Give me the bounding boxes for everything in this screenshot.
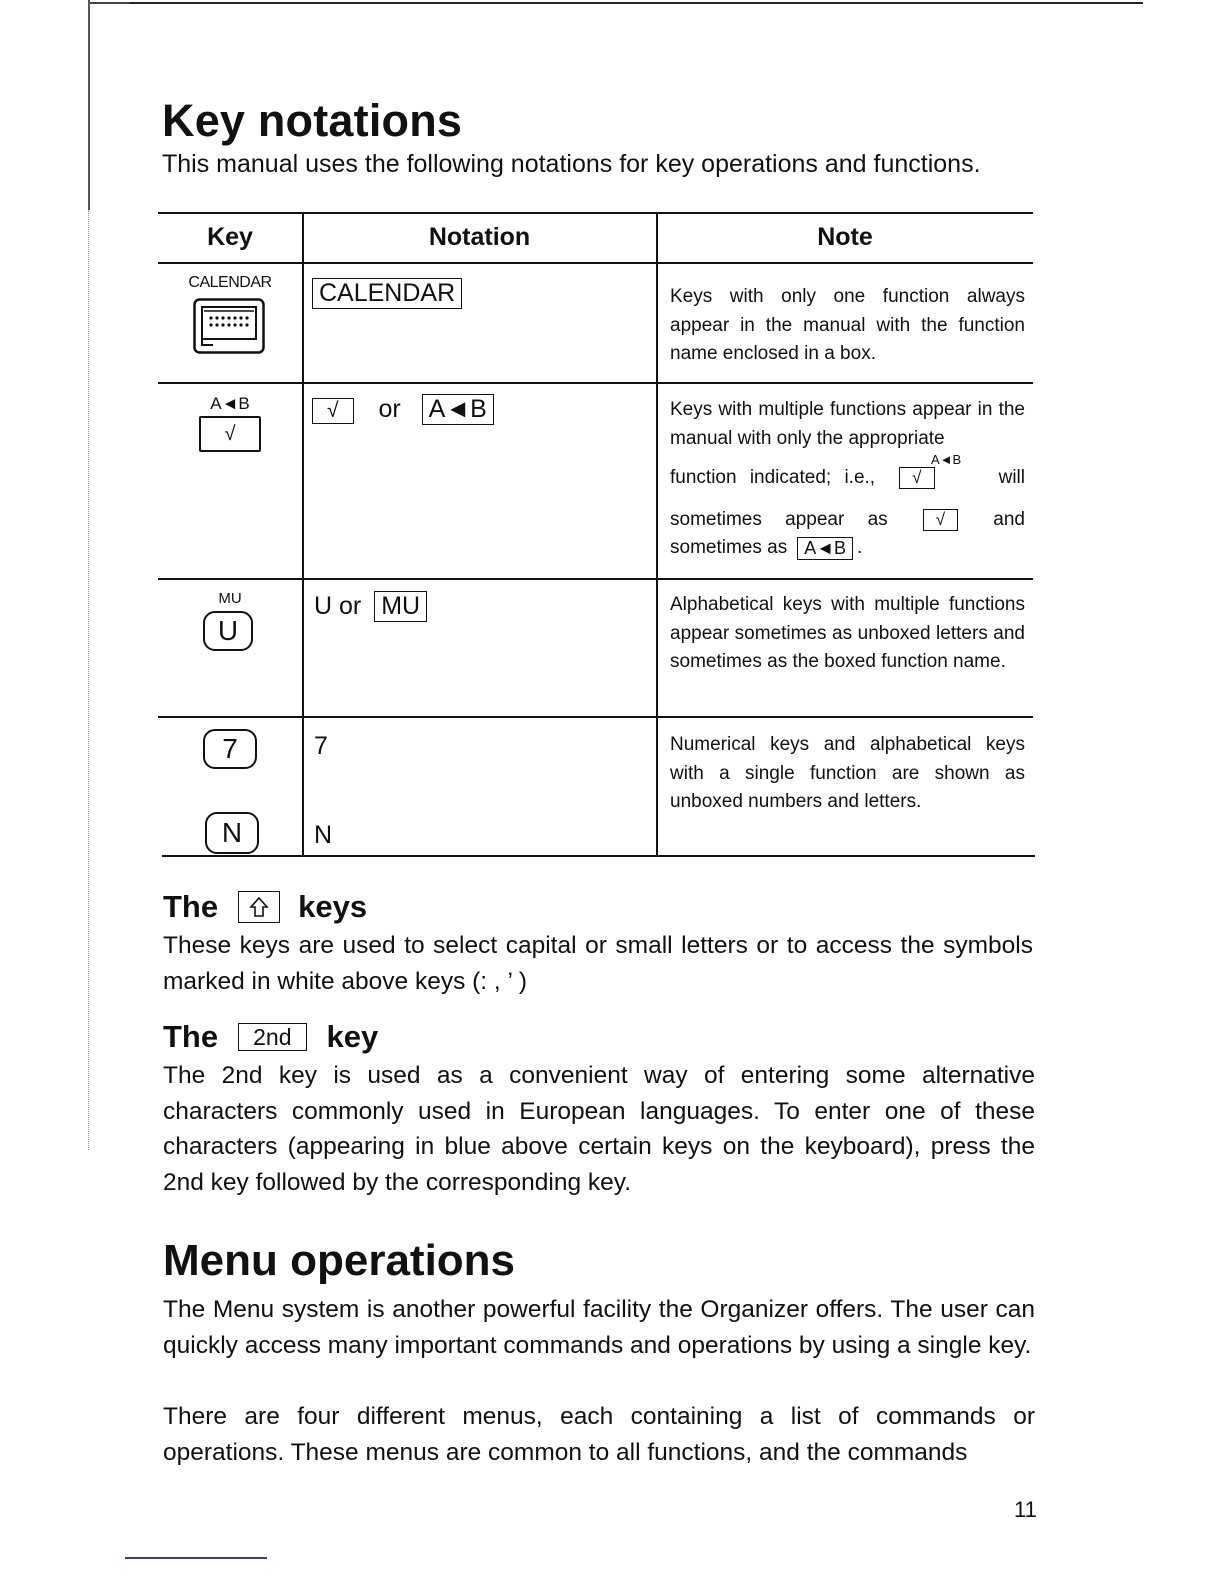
shift-keys-heading <box>163 889 367 925</box>
note-text: Keys with multiple functions appear in the manual with only the appropriate <box>670 399 1025 449</box>
note-superscript: A◄B <box>931 452 962 467</box>
header-notation: Notation <box>428 223 531 251</box>
table-col-rule <box>302 212 304 856</box>
heading-keys: keys <box>298 889 368 924</box>
note-fn-text: function indicated; i.e., <box>670 467 876 488</box>
seven-key-icon: 7 <box>203 729 257 769</box>
table-row-rule <box>158 716 1033 718</box>
notation-sqrt <box>312 394 494 425</box>
binding-edge <box>88 0 90 210</box>
note-text: Numerical keys and alphabetical keys with a single function are shown as unboxed numbers and letters. <box>670 734 1025 812</box>
boxed-key-ab: A◄B <box>422 394 494 425</box>
shift-keys-body: These keys are used to select capital or small letters or to access the symbols marked in white above keys (: , ’ ) <box>163 932 1033 995</box>
key-label-mu: MU <box>218 590 242 607</box>
bottom-rule <box>125 1557 267 1559</box>
boxed-key-sqrt: √ <box>312 398 354 424</box>
note-line-sometimes-as <box>670 537 862 560</box>
notation-calendar <box>312 278 462 309</box>
page-title: Key notations <box>162 95 463 146</box>
boxed-key-sqrt-inline: √ <box>923 509 958 531</box>
note-line-fn <box>670 467 1025 489</box>
sqrt-key-icon: √ <box>199 416 261 452</box>
boxed-key-calendar: CALENDAR <box>312 278 462 309</box>
note-sometimes-as-text: sometimes as <box>670 537 788 559</box>
note-text: Keys with only one function always appear in the manual with the function name enclosed in a box. <box>670 286 1025 364</box>
table-header-rule <box>158 262 1033 264</box>
binding-dots <box>88 210 90 1150</box>
heading-the: The <box>163 1019 219 1054</box>
note-and-text: and <box>993 509 1025 530</box>
note-period: . <box>857 537 863 559</box>
table-bottom-rule <box>162 855 1035 857</box>
heading-the: The <box>163 889 219 924</box>
note-sometimes-text: sometimes appear as <box>670 509 888 530</box>
u-key-icon: U <box>203 611 253 651</box>
notation-mu <box>314 591 427 622</box>
second-key-body: The 2nd key is used as a convenient way of entering some alternative characters commonly used in European languages. To enter one of these characters (appearing in blue above certain keys on the keyboard), press the 2nd key followed by the corresponding key. <box>163 1062 1035 1196</box>
calendar-key-icon <box>193 298 265 359</box>
menu-operations-title: Menu operations <box>163 1236 516 1285</box>
note-text: Alphabetical keys with multiple functions appear sometimes as unboxed letters and sometimes as the boxed function name. <box>670 594 1025 672</box>
menu-body-2: There are four different menus, each containing a list of commands or operations. These menus are common to all functions, and the commands <box>163 1403 1035 1466</box>
heading-key: key <box>326 1019 379 1054</box>
page-number: 11 <box>1014 1497 1037 1522</box>
boxed-key-mu: MU <box>374 591 427 622</box>
intro-text: This manual uses the following notations for key operations and functions. <box>162 150 981 178</box>
table-top-rule <box>158 212 1033 214</box>
or-text: or <box>378 395 401 423</box>
table-row-rule <box>158 578 1033 580</box>
shift-arrow-icon <box>238 891 280 923</box>
boxed-key-sqrt-inline: √ <box>899 467 934 489</box>
notation-n: N <box>314 821 333 849</box>
boxed-key-ab-inline: A◄B <box>797 537 853 560</box>
key-label-calendar: CALENDAR <box>188 274 272 291</box>
second-key-heading <box>163 1019 378 1055</box>
header-note: Note <box>817 223 873 251</box>
boxed-key-2nd: 2nd <box>238 1023 306 1051</box>
note-line-sometimes <box>670 509 1025 531</box>
note-will-text: will <box>998 467 1025 488</box>
n-key-icon: N <box>205 812 259 854</box>
header-key: Key <box>207 223 253 251</box>
top-rule-left <box>90 2 130 4</box>
top-rule <box>123 2 1143 4</box>
menu-body-1: The Menu system is another powerful facility the Organizer offers. The user can quickly access many important commands and operations by using a single key. <box>163 1296 1035 1359</box>
notation-seven: 7 <box>314 732 328 760</box>
key-label-ab: A◄B <box>210 394 250 413</box>
table-col-rule <box>656 212 658 856</box>
notation-plain-u: U or <box>314 592 362 620</box>
table-row-rule <box>158 382 1033 384</box>
